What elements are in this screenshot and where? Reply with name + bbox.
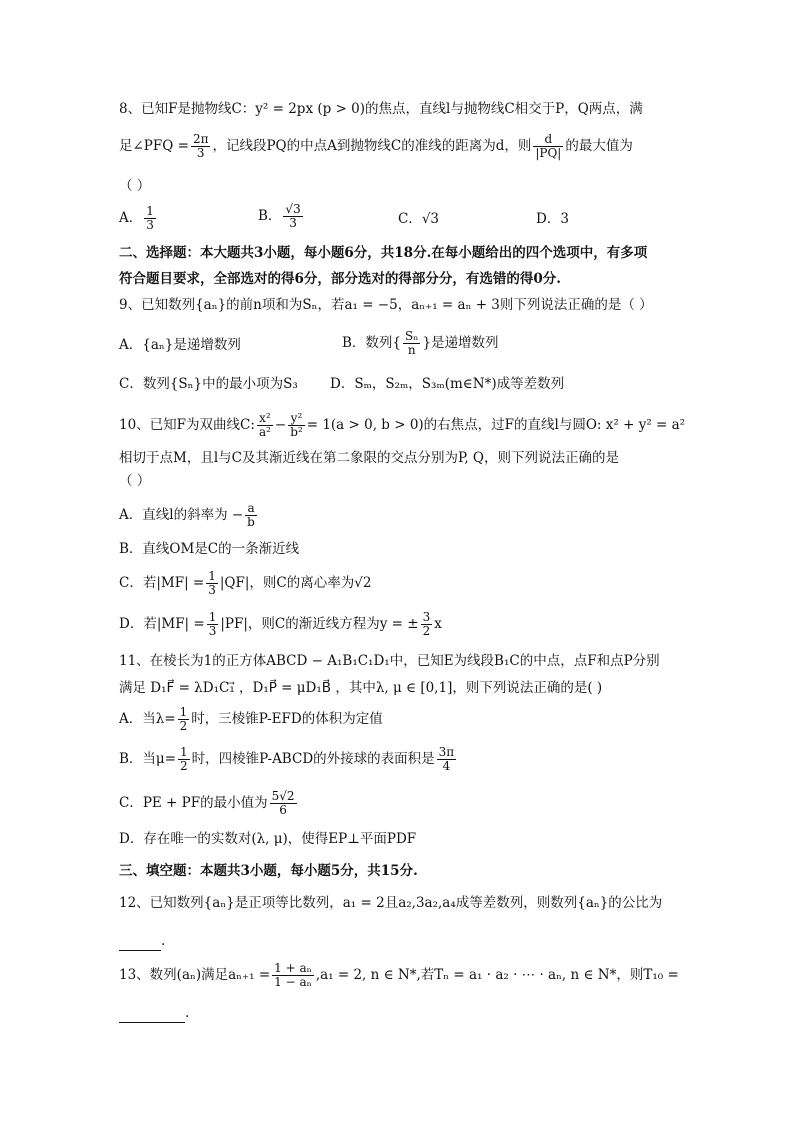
q8-option-b: B． $\frac{√3}{3}$ — [258, 202, 301, 230]
q13-stem: 13、数列(aₙ)满足aₙ₊₁ = $\frac{\text{1 + aₙ}}{\text{1 − aₙ}}$ ,a₁ = 2, n ∈ N*,若Tₙ = a₁ · a₂ · ⋯ · aₙ, n ∈ N*，则T₁₀ = — [119, 961, 679, 989]
q10-stem-line1: 10、已知F为双曲线C: $\frac{\text{x²}}{\text{a²}}$ − $\frac{\text{y²}}{\text{b²}}$ = 1(a > 0, b > 0)的右焦点，过F的直线l与圆O: x² + y² = a² — [119, 411, 686, 439]
q9-option-b: B．数列{ $\frac{\text{Sₙ}}{n}$ }是递增数列 — [342, 329, 499, 357]
section2-heading-line2: 符合题目要求，全部选对的得6分，部分选对的得部分分，有选错的得0分. — [119, 271, 561, 287]
q11-stem-line1: 11、在棱长为1的正方体ABCD − A₁B₁C₁D₁中，已知E为线段B₁C的中点，点F和点P分别 — [119, 653, 660, 669]
q8-angle-fraction: $\frac{2\pi}{3}$ — [192, 132, 209, 160]
q8-stem-line1: 8、已知F是抛物线C：y² = 2px (p > 0)的焦点，直线l与抛物线C相交于P，Q两点，满 — [119, 101, 643, 117]
q8-ratio-fraction: $\frac{d}{|PQ|}$ — [535, 132, 562, 160]
q10-option-a: A．直线l的斜率为 − $\frac{a}{b}$ — [119, 501, 255, 529]
q10-option-b: B．直线OM是C的一条渐近线 — [119, 541, 300, 557]
q12-answer-blank: . — [119, 932, 165, 951]
q8-option-c: C．√3 — [398, 211, 440, 227]
q8-stem-line2: 足∠PFQ = $\frac{2\pi}{3}$ ，记线段PQ的中点A到抛物线C的准线的距离为d，则 $\frac{d}{|PQ|}$ 的最大值为 — [119, 132, 633, 160]
q9-stem: 9、已知数列{aₙ}的前n项和为Sₙ，若a₁ = −5，aₙ₊₁ = aₙ + 3则下列说法正确的是（ ） — [119, 297, 653, 313]
q8-option-d: D．3 — [536, 211, 569, 227]
q9-option-d: D．Sₘ，S₂ₘ，S₃ₘ(m∈N*)成等差数列 — [330, 376, 565, 392]
q11-option-a: A．当λ= $\frac{1}{2}$ 时，三棱锥P-EFD的体积为定值 — [119, 705, 383, 733]
q10-paren: （ ） — [119, 473, 151, 489]
q12-stem: 12、已知数列{aₙ}是正项等比数列，a₁ = 2且a₂,3a₂,a₄成等差数列，则数列{aₙ}的公比为 — [119, 895, 663, 911]
section3-heading: 三、填空题：本题共3小题，每小题5分，共15分. — [119, 863, 418, 879]
q10-option-d: D．若|MF| = $\frac{1}{3}$ |PF|，则C的渐近线方程为y = ± $\frac{3}{2}$ x — [119, 610, 442, 638]
q9-option-a: A．{aₙ}是递增数列 — [119, 337, 241, 353]
q10-option-c: C．若|MF| = $\frac{1}{3}$ |QF|，则C的离心率为√2 — [119, 569, 372, 597]
q11-option-c: C．PE + PF的最小值为 $\frac{5√2}{6}$ — [119, 789, 295, 817]
q11-option-b: B．当μ= $\frac{1}{2}$ 时，四棱锥P-ABCD的外接球的表面积是 $\frac{3\pi}{4}$ — [119, 745, 455, 773]
q11-option-d: D．存在唯一的实数对(λ, μ)，使得EP⊥平面PDF — [119, 831, 417, 847]
q10-stem-line2: 相切于点M，且l与C及其渐近线在第二象限的交点分别为P, Q，则下列说法正确的是 — [119, 450, 619, 466]
q8-paren: （ ） — [119, 178, 151, 194]
q9-option-c: C．数列{Sₙ}中的最小项为S₃ — [119, 376, 298, 392]
q11-stem-line2: 满足 D₁F⃗ = λD₁C₁⃗ ，D₁P⃗ = μD₁B⃗ ，其中λ, μ ∈ [0,1]，则下列说法正确的是( ) — [119, 680, 603, 696]
section2-heading-line1: 二、选择题：本大题共3小题，每小题6分，共18分.在每小题给出的四个选项中，有多项 — [119, 245, 648, 261]
q8-option-a: A． $\frac{1}{3}$ — [119, 204, 154, 232]
q13-answer-blank: . — [119, 1004, 189, 1023]
